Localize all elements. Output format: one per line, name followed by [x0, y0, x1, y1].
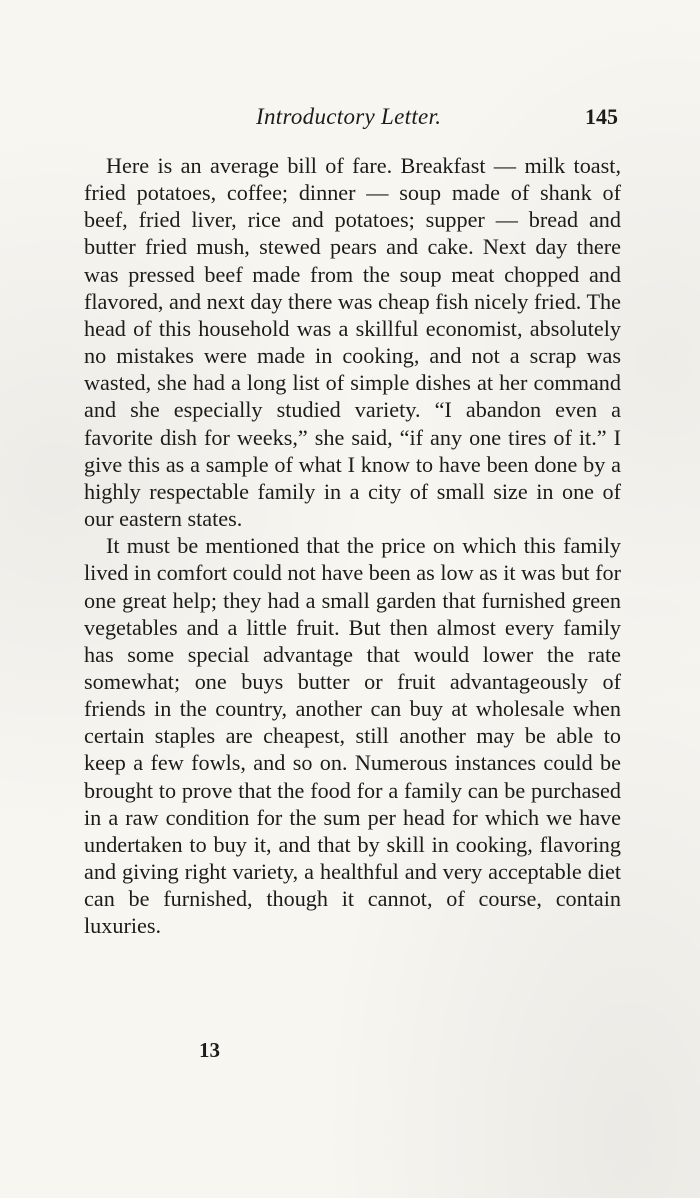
paragraph-bill-of-fare: Here is an average bill of fare. Breakfast — milk toast, fried potatoes, coffee; dinner — soup made of shank of beef, fried liver, rice and potatoes; supper — bread and butter fried mush, stewed pears and cake. Next day there was pressed beef made from the soup meat chopped and flavored, and next day there was cheap fish nicely fried. The head of this household was a skillful economist, absolutely no mistakes were made in cooking, and not a scrap was wasted, she had a long list of simple dishes at her command and she especially studied variety. “I abandon even a favorite dish for weeks,” she said, “if any one tires of it.” I give this as a sample of what I know to have been done by a highly respectable family in a city of small size in one of our eastern states. — [84, 153, 621, 532]
page-number: 145 — [585, 104, 618, 129]
signature-mark: 13 — [199, 1038, 220, 1062]
body-text — [84, 152, 621, 940]
running-title: Introductory Letter. — [256, 104, 442, 129]
running-head — [0, 104, 700, 134]
paragraph-price-mention: It must be mentioned that the price on which this family lived in comfort could not have been as low as it was but for one great help; they had a small garden that furnished green vegetables and a little fruit. But then almost every family has some special advantage that would lower the rate somewhat; one buys butter or fruit advantageously of friends in the country, another can buy at wholesale when certain staples are cheapest, still another may be able to keep a few fowls, and so on. Numerous instances could be brought to prove that the food for a family can be purchased in a raw condition for the sum per head for which we have undertaken to buy it, and that by skill in cooking, flavoring and giving right variety, a healthful and very acceptable diet can be furnished, though it cannot, of course, contain luxuries. — [84, 533, 621, 939]
